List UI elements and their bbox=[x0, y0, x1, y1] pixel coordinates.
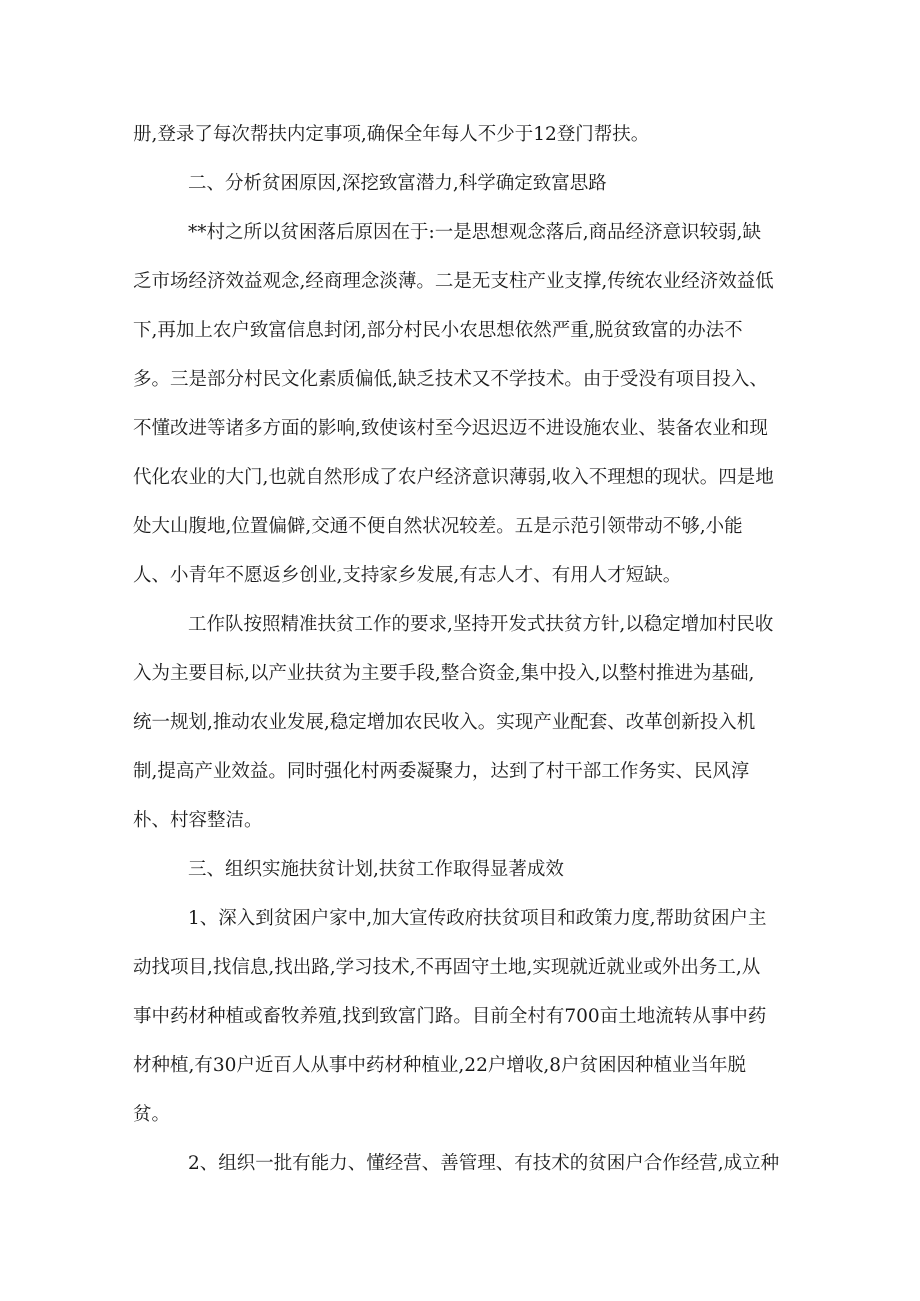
line-text: 统一规划,推动农业发展,稳定增加农民收入。实现产业配套、改革创新投入机 bbox=[133, 712, 756, 733]
text-line bbox=[0, 752, 920, 792]
text-line bbox=[0, 899, 920, 939]
line-text: 乏市场经济效益观念,经商理念淡薄。二是无支柱产业支撑,传统农业经济效益低 bbox=[133, 271, 774, 292]
text-line bbox=[0, 1095, 920, 1135]
section-heading bbox=[0, 850, 920, 890]
section-heading bbox=[0, 164, 920, 204]
text-line bbox=[0, 507, 920, 547]
line-text: 工作队按照精准扶贫工作的要求,坚持开发式扶贫方针,以稳定增加村民收 bbox=[188, 614, 774, 635]
text-line bbox=[0, 997, 920, 1037]
line-text: **村之所以贫困落后原因在于:一是思想观念落后,商品经济意识较弱,缺 bbox=[188, 222, 761, 243]
text-line bbox=[0, 311, 920, 351]
text-line bbox=[0, 360, 920, 400]
line-text: 事中药材种植或畜牧养殖,找到致富门路。目前全村有700亩土地流转从事中药 bbox=[133, 1006, 767, 1027]
line-text: 册,登录了每次帮扶内定事项,确保全年每人不少于12登门帮扶。 bbox=[133, 124, 650, 145]
line-text: 人、小青年不愿返乡创业,支持家乡发展,有志人才、有用人才短缺。 bbox=[133, 565, 682, 586]
text-line bbox=[0, 654, 920, 694]
text-line bbox=[0, 1046, 920, 1086]
text-line bbox=[0, 262, 920, 302]
line-text: 代化农业的大门,也就自然形成了农户经济意识薄弱,收入不理想的现状。四是地 bbox=[133, 467, 774, 488]
text-line bbox=[0, 458, 920, 498]
line-text: 1、深入到贫困户家中,加大宣传政府扶贫项目和政策力度,帮助贫困户主 bbox=[188, 908, 767, 929]
line-text: 不懂改进等诸多方面的影响,致使该村至今迟迟迈不进设施农业、装备农业和现 bbox=[133, 418, 768, 439]
line-text: 下,再加上农户致富信息封闭,部分村民小农思想依然严重,脱贫致富的办法不 bbox=[133, 320, 743, 341]
text-line bbox=[0, 409, 920, 449]
line-text: 三、组织实施扶贫计划,扶贫工作取得显著成效 bbox=[188, 859, 564, 880]
line-text: 动找项目,找信息,找出路,学习技术,不再固守土地,实现就近就业或外出务工,从 bbox=[133, 957, 761, 978]
line-text: 2、组织一批有能力、懂经营、善管理、有技术的贫困户合作经营,成立种 bbox=[188, 1153, 780, 1174]
line-text: 入为主要目标,以产业扶贫为主要手段,整合资金,集中投入,以整村推进为基础, bbox=[133, 663, 755, 684]
text-line bbox=[0, 605, 920, 645]
line-text: 多。三是部分村民文化素质偏低,缺乏技术又不学技术。由于受没有项目投入、 bbox=[133, 369, 768, 390]
line-text: 材种植,有30户近百人从事中药材种植业,22户增收,8户贫困因种植业当年脱 bbox=[133, 1055, 746, 1076]
text-line bbox=[0, 556, 920, 596]
text-line bbox=[0, 1144, 920, 1184]
text-line bbox=[0, 115, 920, 155]
line-text: 贫。 bbox=[133, 1104, 171, 1125]
line-text: 二、分析贫困原因,深挖致富潜力,科学确定致富思路 bbox=[188, 173, 607, 194]
line-text: 朴、村容整洁。 bbox=[133, 810, 263, 831]
text-line bbox=[0, 703, 920, 743]
text-line bbox=[0, 948, 920, 988]
line-text: 制,提高产业效益。同时强化村两委凝聚力，达到了村干部工作务实、民风淳 bbox=[133, 761, 750, 782]
line-text: 处大山腹地,位置偏僻,交通不便自然状况较差。五是示范引领带动不够,小能 bbox=[133, 516, 743, 537]
text-line bbox=[0, 801, 920, 841]
text-line bbox=[0, 213, 920, 253]
